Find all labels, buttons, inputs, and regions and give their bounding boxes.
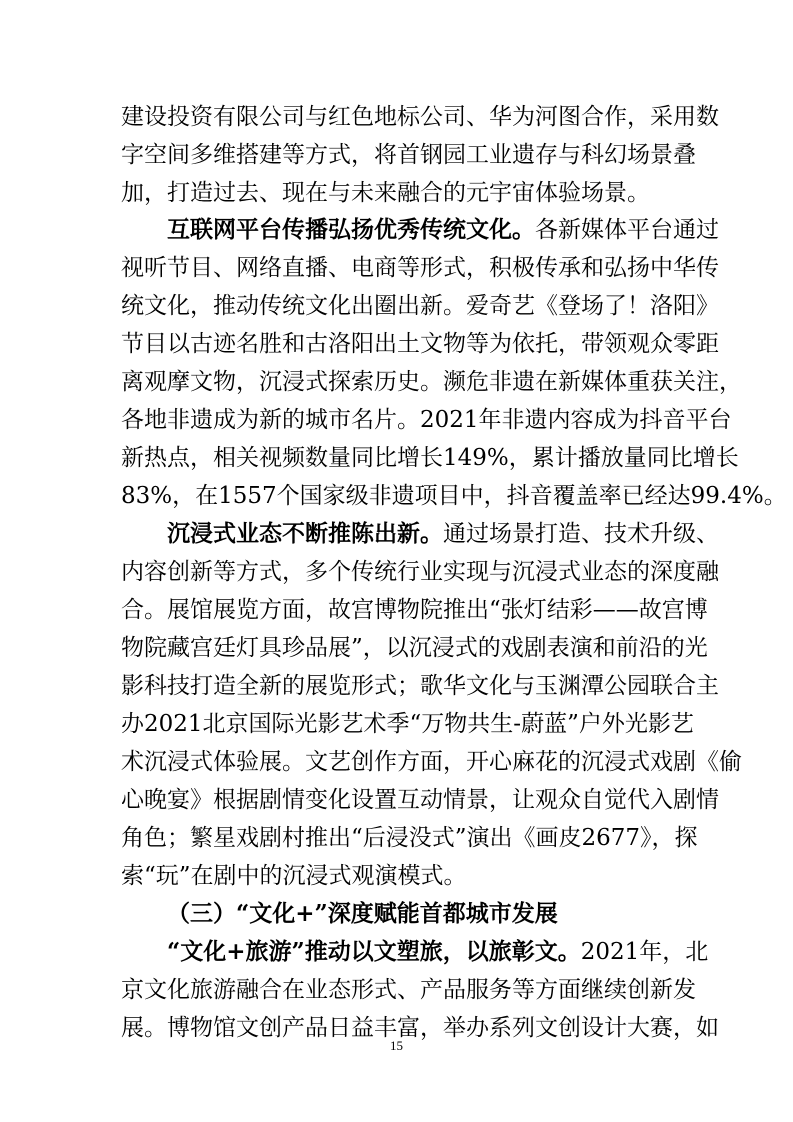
paragraph-line: 视听节目、网络直播、电商等形式，积极传承和弘扬中华传 [121,255,719,281]
paragraph-line [121,214,719,246]
paragraph-line [121,518,719,550]
paragraph-line: 统文化，推动传统文化出圈出新。爱奇艺《登场了！洛阳》 [121,293,719,319]
section-lead-heading: 沉浸式业态不断推陈出新。 [167,520,443,547]
paragraph-line: 术沉浸式体验展。文艺创作方面，开心麻花的沉浸式戏剧《偷 [121,749,742,775]
paragraph-line [121,936,709,968]
paragraph-text: 2021年，北 [580,939,709,965]
paragraph-line: 内容创新等方式，多个传统行业实现与沉浸式业态的深度融 [121,559,719,585]
paragraph-line: 各地非遗成为新的城市名片。2021年非遗内容成为抖音平台 [121,407,732,433]
paragraph-line: 新热点，相关视频数量同比增长149%，累计播放量同比增长 [121,445,739,471]
paragraph-line: 合。展馆展览方面，故宫博物院推出“张灯结彩——故宫博 [121,597,708,623]
paragraph-line: 展。博物馆文创产品日益丰富，举办系列文创设计大赛，如 [121,1015,719,1041]
paragraph-line: 离观摩文物，沉浸式探索历史。濒危非遗在新媒体重获关注， [121,369,742,395]
paragraph-line: 节目以古迹名胜和古洛阳出土文物等为依托，带领观众零距 [121,331,719,357]
paragraph-line: 办2021北京国际光影艺术季“万物共生-蔚蓝”户外光影艺 [121,711,694,737]
paragraph-line: 京文化旅游融合在业态形式、产品服务等方面继续创新发 [121,977,696,1003]
paragraph-text: 各新媒体平台通过 [535,217,719,243]
paragraph-line: 索“玩”在剧中的沉浸式观演模式。 [121,863,467,889]
paragraph-line: 83%，在1557个国家级非遗项目中，抖音覆盖率已经达99.4%。 [121,483,787,509]
paragraph-line: 角色；繁星戏剧村推出“后浸没式”演出《画皮2677》，探 [121,825,698,851]
paragraph-line: 建设投资有限公司与红色地标公司、华为河图合作，采用数 [121,104,719,130]
section-heading: （三）“文化+”深度赋能首都城市发展 [167,900,558,927]
paragraph-line: 影科技打造全新的展览形式；歌华文化与玉渊潭公园联合主 [121,673,719,699]
page-number: 15 [390,1038,403,1053]
paragraph-line: 加，打造过去、现在与未来融合的元宇宙体验场景。 [121,180,650,206]
paragraph-line: 物院藏宫廷灯具珍品展”，以沉浸式的戏剧表演和前沿的光 [121,635,708,661]
paragraph-line: 字空间多维搭建等方式，将首钢园工业遗存与科幻场景叠 [121,142,696,168]
paragraph-line: 心晚宴》根据剧情变化设置互动情景，让观众自觉代入剧情 [121,787,719,813]
section-lead-heading: 互联网平台传播弘扬优秀传统文化。 [167,216,535,243]
section-lead-heading: “文化+旅游”推动以文塑旅，以旅彰文。 [167,938,581,965]
paragraph-text: 通过场景打造、技术升级、 [443,521,719,547]
